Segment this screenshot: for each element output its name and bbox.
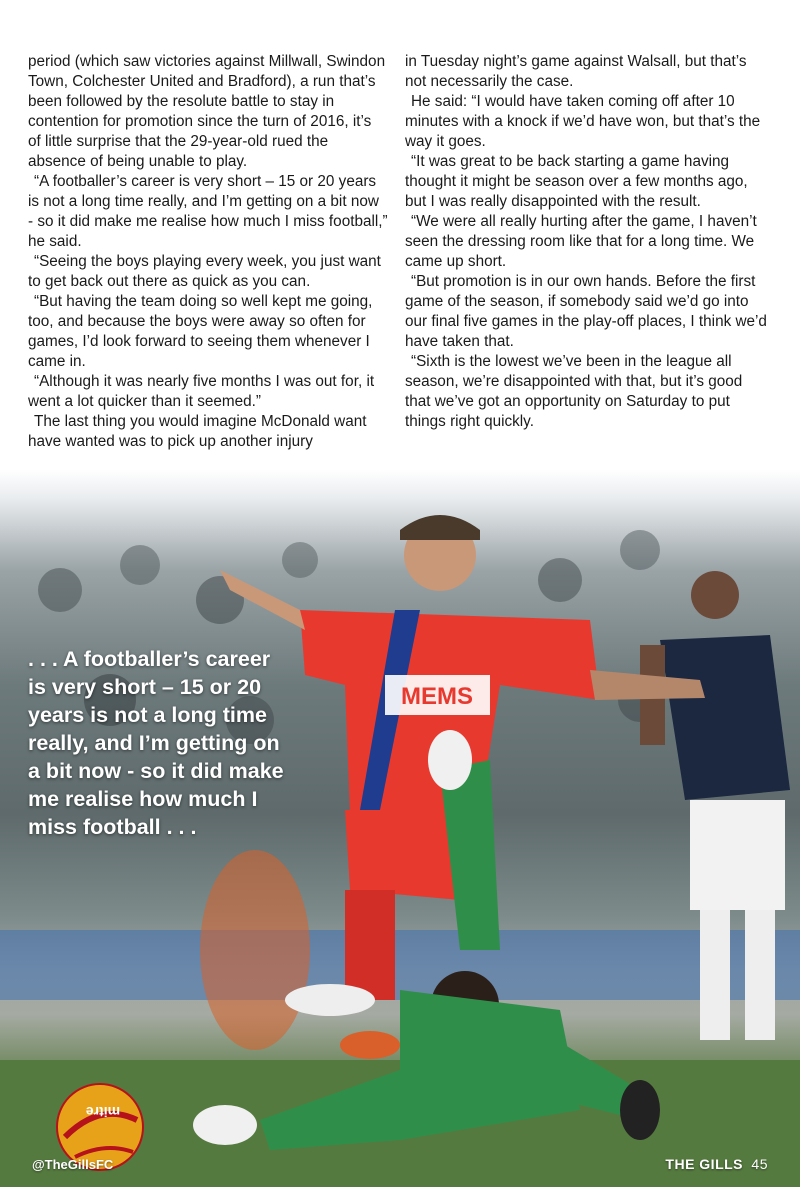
paragraph: He said: “I would have taken coming off after 10 minutes with a knock if we’d have won, but that’s the way it goes. — [405, 93, 761, 150]
paragraph: period (which saw victories against Millwall, Swindon Town, Colchester United and Bradford), a run that’s been followed by the resolute battle to stay in contention for promotion since the turn of 2016, it’s of little surprise that the 29-year-old rued the absence of being unable to play. — [28, 53, 386, 170]
paragraph: “Although it was nearly five months I was out for, it went a lot quicker than it seemed.” — [28, 373, 375, 410]
paragraph: “But having the team doing so well kept me going, too, and because the boys were away so often for games, I’d look forward to seeing them whenever I came in. — [28, 293, 373, 370]
article-text — [0, 0, 800, 470]
paragraph: in Tuesday night’s game against Walsall, but that’s not necessarily the case. — [405, 53, 747, 90]
article-right-column — [405, 52, 770, 432]
paragraph: “A footballer’s career is very short – 15 or 20 years is not a long time really, and I’m getting on a bit now - so it did make me realise how much I miss football,” he said. — [28, 173, 388, 250]
paragraph: “But promotion is in our own hands. Before the first game of the season, if somebody said we’d go into our final five games in the play-off places, I think we’d have taken that. — [405, 273, 767, 350]
paragraph: “Sixth is the lowest we’ve been in the league all season, we’re disappointed with that, but it’s good that we’ve got an opportunity on Saturday to put things right quickly. — [405, 353, 743, 430]
paragraph: The last thing you would imagine McDonald want have wanted was to pick up another injury — [28, 413, 367, 450]
ball-brand: mitre — [85, 1104, 121, 1120]
shirt-sponsor: MEMS — [401, 683, 473, 710]
page-number: 45 — [751, 1156, 768, 1172]
page-footer — [665, 1156, 768, 1172]
ad-hoarding — [0, 930, 800, 1000]
magazine-title: THE GILLS — [665, 1156, 744, 1172]
article-left-column — [28, 52, 388, 452]
paragraph: “It was great to be back starting a game having thought it might be season over a few months ago, but I was really disappointed with the result. — [405, 153, 748, 210]
paragraph: “We were all really hurting after the game, I haven’t seen the dressing room like that for a long time. We came up short. — [405, 213, 757, 270]
social-handle: @TheGillsFC — [32, 1157, 114, 1172]
paragraph: “Seeing the boys playing every week, you just want to get back out there as quick as you can. — [28, 253, 381, 290]
blurred-steward — [200, 850, 310, 1050]
pull-quote: . . . A footballer’s career is very short – 15 or 20 years is not a long time really, and I’m getting on a bit now - so it did make me realise how much I miss football . . . — [28, 647, 284, 839]
